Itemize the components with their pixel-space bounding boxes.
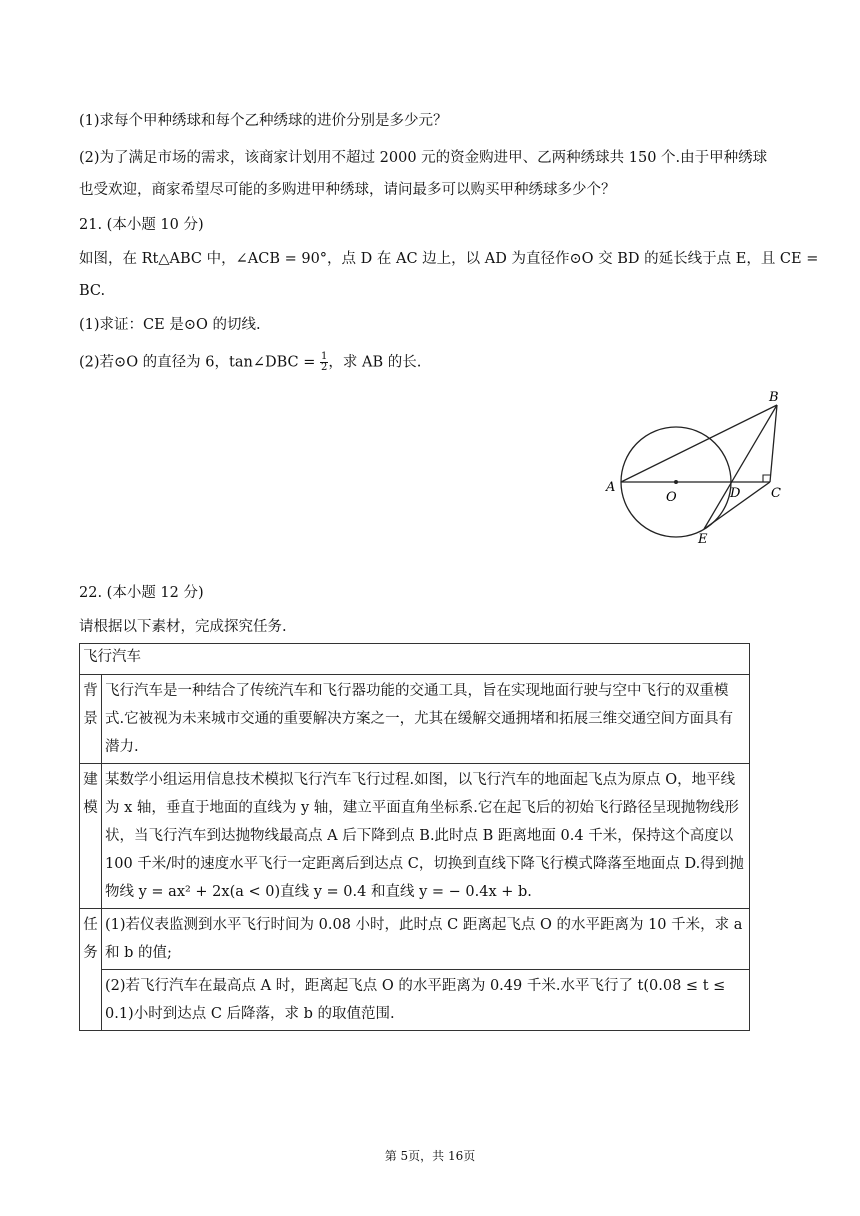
- page-footer: 第 5页，共 16页: [384, 1149, 476, 1163]
- q21-stem-line1: 如图，在 Rt△ABC 中，∠ACB = 90°，点 D 在 AC 边上，以 AD 为直径作⊙O 交 BD 的延长线于点 E，且 CE =: [79, 251, 819, 267]
- fraction-denominator: 2: [321, 362, 328, 373]
- q22-header: 22. (本小题 12 分): [79, 585, 204, 601]
- right-angle-mark: [763, 475, 770, 482]
- label-e: E: [698, 532, 708, 545]
- center-point: [674, 480, 678, 484]
- label-c: C: [771, 486, 781, 501]
- q21-part2: [79, 352, 421, 373]
- background-label: 背 景: [80, 675, 102, 764]
- q21-header: 21. (本小题 10 分): [79, 217, 204, 233]
- line-bc: [770, 405, 777, 482]
- label-b: B: [769, 390, 779, 405]
- material-table: [79, 643, 750, 1031]
- task-2: (2)若飞行汽车在最高点 A 时，距离起飞点 O 的水平距离为 0.49 千米.水平飞行了 t(0.08 ≤ t ≤ 0.1)小时到达点 C 后降落，求 b 的取值范围.: [102, 970, 750, 1031]
- q20-part2-line2: 也受欢迎，商家希望尽可能的多购进甲种绣球，请问最多可以购买甲种绣球多少个？: [79, 182, 616, 198]
- model-label: 建 模: [80, 764, 102, 909]
- q21-part1: (1)求证：CE 是⊙O 的切线.: [79, 317, 261, 333]
- q20-part1: (1)求每个甲种绣球和每个乙种绣球的进价分别是多少元？: [79, 113, 448, 129]
- q21-part2-pre: (2)若⊙O 的直径为 6，tan∠DBC =: [79, 354, 320, 371]
- task-1: (1)若仪表监测到水平飞行时间为 0.08 小时，此时点 C 距离起飞点 O 的水平距离为 10 千米，求 a 和 b 的值;: [102, 909, 750, 970]
- q21-stem-line2: BC.: [79, 283, 106, 299]
- background-text: 飞行汽车是一种结合了传统汽车和飞行器功能的交通工具，旨在实现地面行驶与空中飞行的双重模式.它被视为未来城市交通的重要解决方案之一，尤其在缓解交通拥堵和拓展三维交通空间方面具有潜力.: [102, 675, 750, 764]
- q21-part2-post: ，求 AB 的长.: [328, 354, 422, 371]
- table-title: 飞行汽车: [80, 644, 750, 675]
- task-label: 任 务: [80, 909, 102, 1031]
- geometry-figure: [600, 385, 790, 545]
- q22-intro: 请根据以下素材，完成探究任务.: [79, 619, 287, 635]
- q20-part2-line1: (2)为了满足市场的需求，该商家计划用不超过 2000 元的资金购进甲、乙两种绣球共 150 个.由于甲种绣球: [79, 150, 768, 166]
- model-text: 某数学小组运用信息技术模拟飞行汽车飞行过程.如图，以飞行汽车的地面起飞点为原点 O，地平线为 x 轴，垂直于地面的直线为 y 轴，建立平面直角坐标系.它在起飞后的初始飞行路径呈现抛物线形状，当飞行汽车到达抛物线最高点 A 后下降到点 B.此时点 B 距离地面 0.4 千米，保持这个高度以 100 千米/时的速度水平飞行一定距离后到达点 C，切换到直线下降飞行模式降落至地面点 D.得到抛物线 y = ax² + 2x(a < 0)直线 y = 0.4 和直线 y = − 0.4x + b.: [102, 764, 750, 909]
- label-o: O: [666, 490, 677, 505]
- label-a: A: [606, 480, 616, 495]
- fraction-numerator: 1: [321, 351, 328, 362]
- label-d: D: [730, 486, 741, 501]
